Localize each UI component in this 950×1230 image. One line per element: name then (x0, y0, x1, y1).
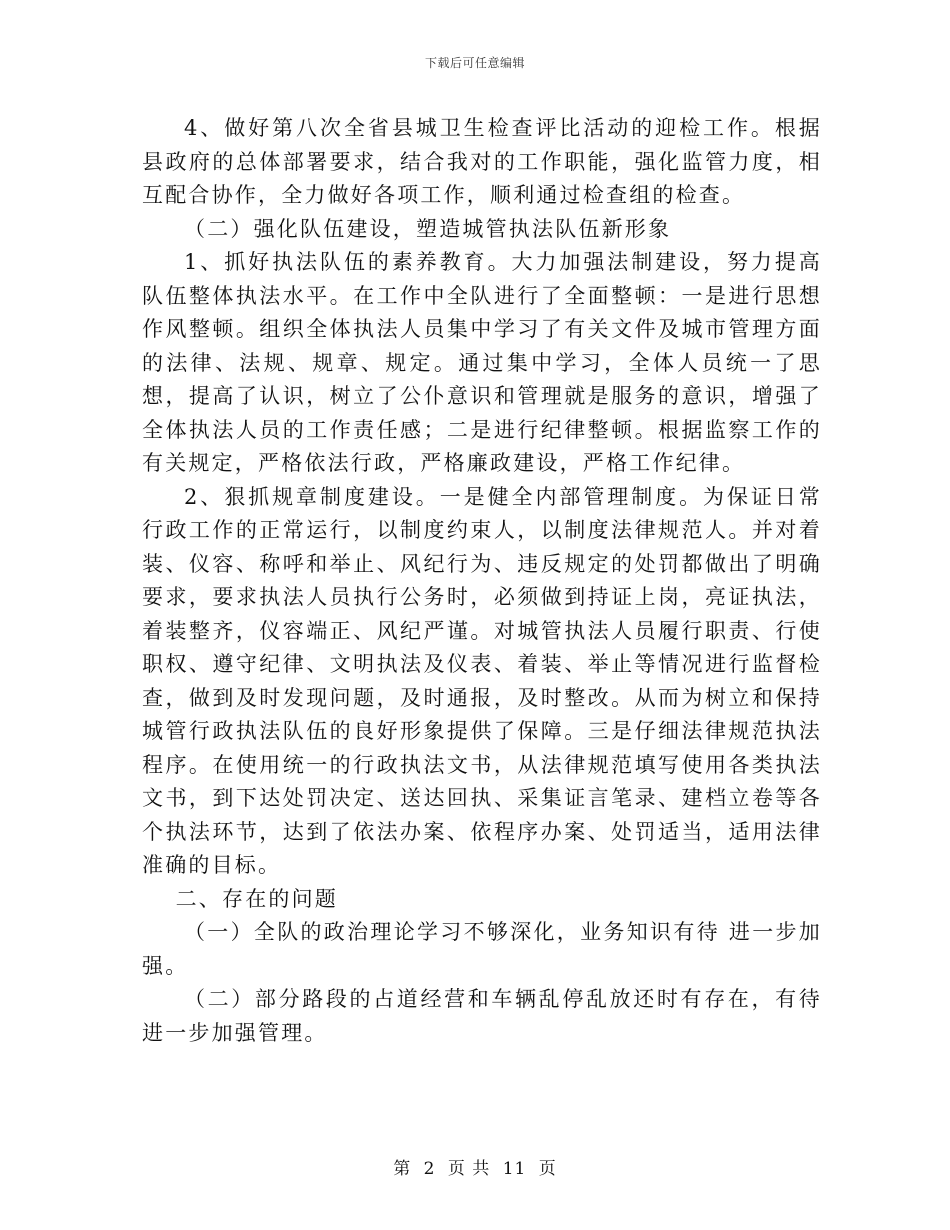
page-number-footer (0, 1154, 950, 1179)
document-body (142, 112, 822, 1050)
paragraph-quality-education: 1、抓好执法队伍的素养教育。大力加强法制建设，努力提高队伍整体执法水平。在工作中全队进行了全面整顿：一是进行思想作风整顿。组织全体执法人员集中学习了有关文件及城市管理方面的法律、法规、规章、规定。通过集中学习，全体人员统一了思想，提高了认识，树立了公仆意识和管理就是服务的意识，增强了全体执法人员的工作责任感；二是进行纪律整顿。根据监察工作的有关规定，严格依法行政，严格廉政建设，严格工作纪律。 (142, 250, 822, 475)
paragraph-problem-one: （一）全队的政治理论学习不够深化，业务知识有待 进一步加强。 (142, 920, 822, 978)
footer-suffix: 页 (538, 1159, 557, 1179)
footer-middle: 页 共 (447, 1159, 491, 1179)
paragraph-rules-system: 2、狠抓规章制度建设。一是健全内部管理制度。为保证日常行政工作的正常运行，以制度约束人，以制度法律规范人。并对着装、仪容、称呼和举止、风纪行为、违反规定的处罚都做出了明确要求，要求执法人员执行公务时，必须做到持证上岗，亮证执法，着装整齐，仪容端正、风纪严谨。对城管执法人员履行职责、行使职权、遵守纪律、文明执法及仪表、着装、举止等情况进行监督检查，做到及时发现问题，及时通报，及时整改。从而为树立和保持城管行政执法队伍的良好形象提供了保障。三是仔细法律规范执法程序。在使用统一的行政执法文书，从法律规范填写使用各类执法文书，到下达处罚决定、送达回执、采集证言笔录、建档立卷等各个执法环节，达到了依法办案、依程序办案、处罚适当，适用法律准确的目标。 (142, 484, 822, 877)
section-heading-problems: 二、存在的问题 (175, 886, 338, 911)
section-heading-team-building: （二）强化队伍建设，塑造城管执法队伍新形象 (184, 216, 672, 241)
paragraph-problem-two: （二）部分路段的占道经营和车辆乱停乱放还时有存在，有待进一步加强管理。 (142, 987, 822, 1045)
total-pages-number: 11 (502, 1159, 527, 1179)
paragraph-inspection-prep: 4、做好第八次全省县城卫生检查评比活动的迎检工作。根据县政府的总体部署要求，结合我对的工作职能，强化监管力度，相互配合协作，全力做好各项工作，顺利通过检查组的检查。 (142, 116, 822, 207)
page-header-note: 下载后可任意编辑 (424, 56, 525, 70)
current-page-number: 2 (423, 1159, 436, 1179)
footer-prefix: 第 (393, 1159, 412, 1179)
